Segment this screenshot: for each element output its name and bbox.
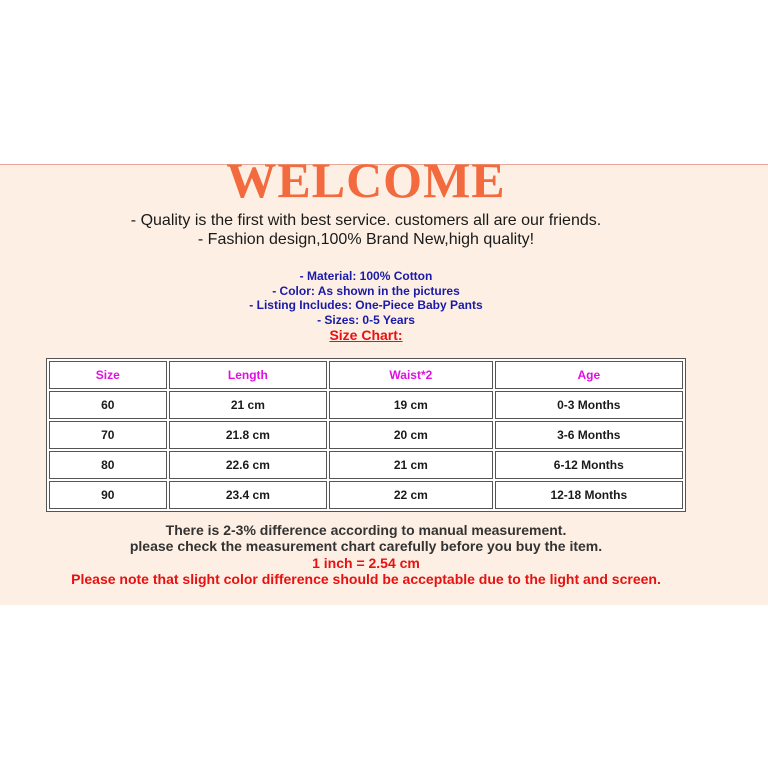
cell-size: 70 xyxy=(49,421,167,449)
cell-length: 23.4 cm xyxy=(169,481,328,509)
product-specs xyxy=(0,269,732,327)
cell-waist: 20 cm xyxy=(329,421,492,449)
intro-text xyxy=(0,211,732,249)
cell-length: 21.8 cm xyxy=(169,421,328,449)
cell-size: 60 xyxy=(49,391,167,419)
intro-line-quality: - Quality is the first with best service. customers all are our friends. xyxy=(130,212,602,229)
cell-size: 90 xyxy=(49,481,167,509)
header-cell-age: Age xyxy=(495,361,683,389)
table-header-row xyxy=(49,361,683,389)
spec-listing: - Listing Includes: One-Piece Baby Pants xyxy=(249,298,483,312)
cell-length: 22.6 cm xyxy=(169,451,328,479)
intro-line-fashion: - Fashion design,100% Brand New,high quality! xyxy=(197,231,535,248)
measurement-notes xyxy=(0,522,732,587)
size-chart-title: Size Chart: xyxy=(329,327,403,343)
cell-age: 6-12 Months xyxy=(495,451,683,479)
table-row xyxy=(49,421,683,449)
cell-waist: 21 cm xyxy=(329,451,492,479)
welcome-title: WELCOME xyxy=(226,152,506,208)
header-cell-length: Length xyxy=(169,361,328,389)
cell-waist: 19 cm xyxy=(329,391,492,419)
note-inch-conversion: 1 inch = 2.54 cm xyxy=(312,554,420,571)
header-cell-waist: Waist*2 xyxy=(329,361,492,389)
cell-age: 0-3 Months xyxy=(495,391,683,419)
table-row xyxy=(49,391,683,419)
note-color-difference: Please note that slight color difference should be acceptable due to the light and screen. xyxy=(71,570,661,587)
cell-age: 12-18 Months xyxy=(495,481,683,509)
note-check-chart: please check the measurement chart carefully before you buy the item. xyxy=(129,538,603,555)
cell-length: 21 cm xyxy=(169,391,328,419)
table-row xyxy=(49,451,683,479)
cell-size: 80 xyxy=(49,451,167,479)
spec-sizes: - Sizes: 0-5 Years xyxy=(317,312,415,327)
spec-color: - Color: As shown in the pictures xyxy=(272,283,460,298)
header-cell-size: Size xyxy=(49,361,167,389)
cell-waist: 22 cm xyxy=(329,481,492,509)
spec-material: - Material: 100% Cotton xyxy=(299,269,433,283)
cell-age: 3-6 Months xyxy=(495,421,683,449)
note-difference: There is 2-3% difference according to manual measurement. xyxy=(165,522,567,538)
table-row xyxy=(49,481,683,509)
size-chart-table xyxy=(46,358,686,512)
